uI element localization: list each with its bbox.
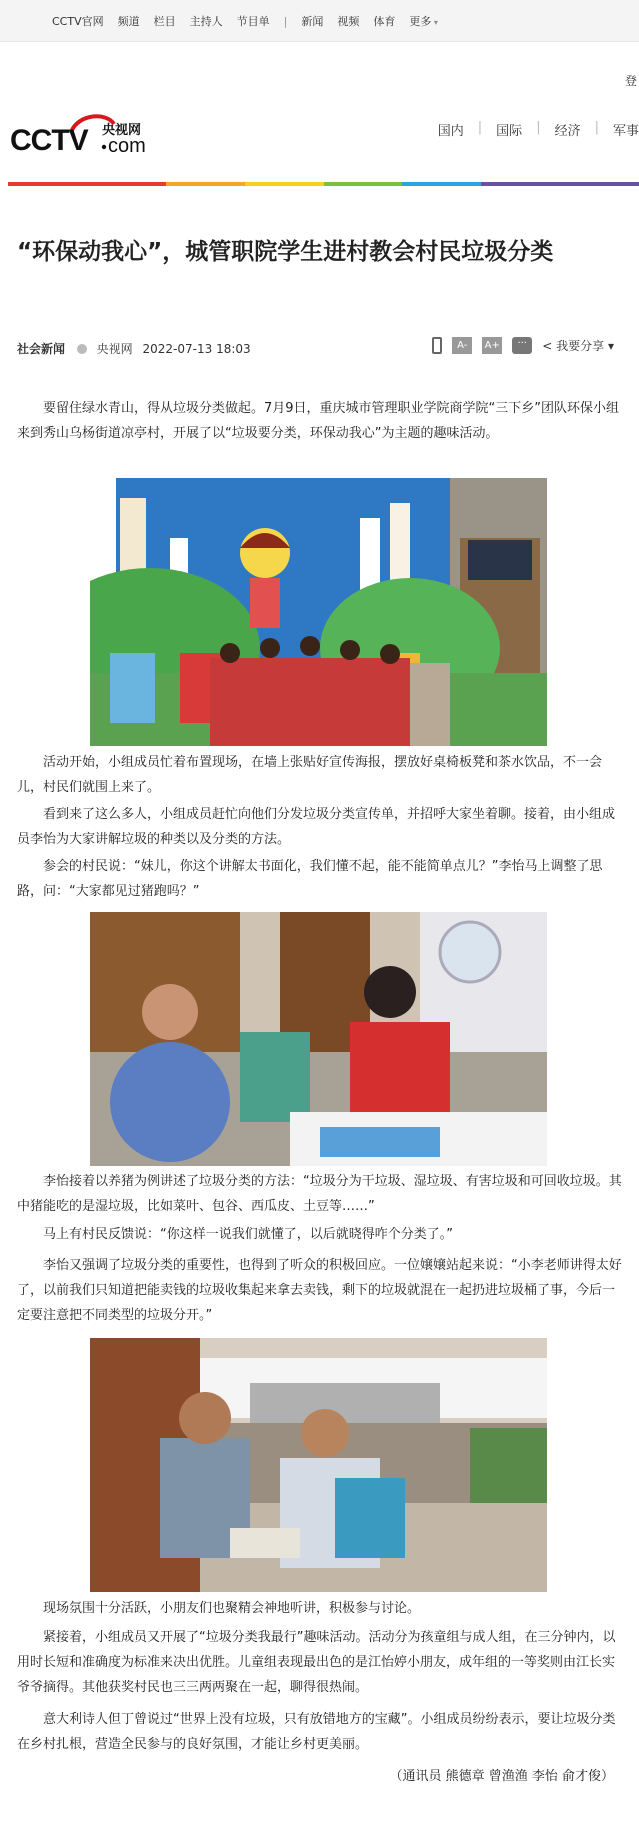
article-paragraph: 马上有村民反馈说：“你这样一说我们就懂了，以后就晓得咋个分类了。”: [43, 1227, 453, 1242]
rainbow-segment: [87, 182, 166, 186]
chevron-down-icon: ▾: [607, 339, 614, 353]
logo-com-text: com: [108, 135, 146, 157]
article-paragraph: 李怡又强调了垃圾分类的重要性，也得到了听众的积极回应。一位嬢嬢站起来说：“小李老师讲得太好了，以前我们只知道把能卖钱的垃圾收集起来拿去卖钱，剩下的垃圾就混在一起扔进垃圾桶了事，今后一定要注意把不同类型的垃圾分开。”: [17, 1258, 622, 1323]
nav-video[interactable]: 视频: [337, 15, 360, 28]
source-icon: [77, 344, 87, 354]
logo-main-text: CCTV: [10, 124, 88, 157]
channel-international[interactable]: 国际: [496, 124, 523, 139]
channel-economy[interactable]: 经济: [554, 124, 581, 139]
nav-sports[interactable]: 体育: [373, 15, 396, 28]
cctv-logo[interactable]: [10, 110, 155, 158]
nav-programs[interactable]: 栏目: [153, 15, 176, 28]
logo-dot: [102, 145, 106, 149]
article-paragraph: 活动开始，小组成员忙着布置现场，在墙上张贴好宣传海报，摆放好桌椅板凳和茶水饮品，不一会儿，村民们就围上来了。: [17, 755, 603, 795]
rainbow-segment: [481, 182, 560, 186]
cctv-logo-graphic: [10, 110, 155, 158]
nav-more[interactable]: 更多 ▾: [409, 13, 438, 29]
channel-divider: |: [594, 120, 599, 135]
article-credit: （通讯员 熊德章 曾渔渔 李怡 俞才俊）: [389, 1769, 614, 1784]
rainbow-segment: [166, 182, 245, 186]
login-link[interactable]: 登: [624, 74, 637, 88]
channel-domestic[interactable]: 国内: [437, 124, 464, 139]
article-datetime: 2022-07-13 18:03: [142, 342, 251, 356]
rainbow-segment: [324, 182, 403, 186]
nav-separator: |: [283, 14, 288, 28]
rainbow-segment: [245, 182, 324, 186]
article-paragraph: 紧接着，小组成员又开展了“垃圾分类我最行”趣味活动。活动分为孩童组与成人组，在三分钟内，以用时长短和准确度为标准来决出优胜。儿童组表现最出色的是江怡婷小朋友，成年组的一等奖则由江长实爷爷摘得。其他获奖村民也三三两两聚在一起，聊得很热闹。: [17, 1630, 616, 1695]
nav-cctv-official[interactable]: CCTV官网: [52, 15, 104, 28]
article-paragraph: 看到来了这么多人，小组成员赶忙向他们分发垃圾分类宣传单，并招呼大家坐着聊。接着，由小组成员李怡为大家讲解垃圾的种类以及分类的方法。: [17, 807, 616, 847]
top-nav-items: [52, 0, 452, 42]
font-decrease-button[interactable]: A-: [452, 337, 472, 354]
mobile-view-icon[interactable]: [432, 337, 442, 354]
rainbow-divider: [8, 182, 639, 186]
comment-icon[interactable]: ···: [512, 337, 532, 354]
nav-hosts[interactable]: 主持人: [189, 15, 223, 28]
logo-chinese-text: 央视网: [102, 123, 142, 138]
article-paragraph: 要留住绿水青山，得从垃圾分类做起。7月9日，重庆城市管理职业学院商学院“三下乡”团队环保小组来到秀山乌杨街道凉亭村，开展了以“垃圾要分类，环保动我心”为主题的趣味活动。: [17, 401, 620, 441]
article-photo-reading: [90, 1338, 547, 1592]
channel-nav: [424, 120, 639, 139]
article-photo-explanation: [90, 912, 547, 1166]
article-category[interactable]: 社会新闻: [17, 342, 66, 356]
channel-divider: |: [477, 120, 483, 135]
nav-news[interactable]: 新闻: [301, 15, 324, 28]
article-paragraph: 李怡接着以养猪为例讲述了垃圾分类的方法：“垃圾分为干垃圾、湿垃圾、有害垃圾和可回收垃圾。其中猪能吃的是湿垃圾，比如菜叶、包谷、西瓜皮、土豆等……”: [17, 1174, 622, 1214]
share-button[interactable]: [542, 337, 614, 354]
rainbow-segment: [560, 182, 639, 186]
share-icon: <: [542, 339, 553, 353]
article-meta: [17, 340, 622, 360]
article-source: 央视网: [96, 342, 133, 356]
article-paragraph: 参会的村民说：“妹儿，你这个讲解太书面化，我们懂不起，能不能简单点儿？”李怡马上调整了思路，问：“大家都见过猪跑吗？”: [17, 859, 603, 899]
rainbow-segment: [402, 182, 481, 186]
share-label: 我要分享: [556, 339, 605, 353]
article-title: “环保动我心”，城管职院学生进村教会村民垃圾分类: [17, 239, 554, 265]
channel-military[interactable]: 军事: [612, 124, 639, 139]
article-photo-mural-group: [90, 478, 547, 746]
article-paragraph: 现场氛围十分活跃，小朋友们也聚精会神地听讲，积极参与讨论。: [43, 1601, 421, 1616]
article-paragraph: 意大利诗人但丁曾说过“世界上没有垃圾，只有放错地方的宝藏”。小组成员纷纷表示，要让垃圾分类在乡村扎根，营造全民参与的良好氛围，才能让乡村更美丽。: [17, 1712, 616, 1752]
channel-divider: |: [536, 120, 541, 135]
article-tools: [422, 337, 614, 354]
nav-channels[interactable]: 频道: [117, 15, 140, 28]
rainbow-segment: [8, 182, 87, 186]
font-increase-button[interactable]: A+: [482, 337, 502, 354]
nav-schedule[interactable]: 节目单: [236, 15, 270, 28]
top-navigation-bar: [0, 0, 639, 42]
